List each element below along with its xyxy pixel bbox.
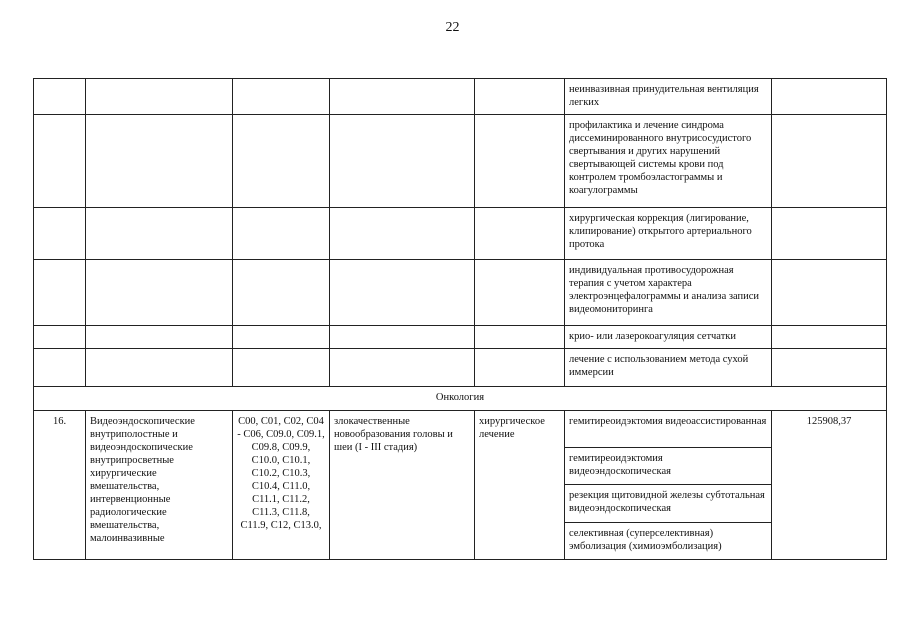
number-cell (34, 349, 86, 387)
icd-codes-cell (233, 79, 330, 115)
patient-model-cell (330, 260, 475, 326)
number-cell (34, 79, 86, 115)
method-cell: хирургическая коррекция (лигирование, клипирование) открытого артериального протока (565, 208, 772, 260)
treatment-type-cell (475, 115, 565, 208)
care-type-cell (86, 349, 233, 387)
table-row (34, 260, 887, 326)
patient-model-cell (330, 115, 475, 208)
cost-cell (772, 208, 887, 260)
icd-codes-cell (233, 326, 330, 349)
method-cell: профилактика и лечение синдрома диссеминированного внутрисосудистого свертывания и других нарушений свертывающей системы крови под контролем тромбоэластограммы и коагулограммы (565, 115, 772, 208)
cost-cell (772, 326, 887, 349)
method-cell: крио- или лазерокоагуляция сетчатки (565, 326, 772, 349)
method-cell: резекция щитовидной железы субтотальная видеоэндоскопическая (565, 485, 772, 523)
number-cell (34, 115, 86, 208)
table-row (34, 115, 887, 208)
table-row (34, 208, 887, 260)
care-type-cell: Видеоэндоскопические внутриполостные и видеоэндоскопические внутрипросветные хирургические вмешательства, интервенционные радиологические вмешательства, малоинвазивные (86, 411, 233, 560)
number-cell (34, 326, 86, 349)
care-type-cell (86, 79, 233, 115)
care-type-cell (86, 115, 233, 208)
cost-cell (772, 115, 887, 208)
method-cell: гемитиреоидэктомия видеоассистированная (565, 411, 772, 448)
treatment-type-cell: хирургическое лечение (475, 411, 565, 560)
table-row (34, 326, 887, 349)
patient-model-cell (330, 208, 475, 260)
section-row (34, 387, 887, 411)
patient-model-cell: злокачественные новообразования головы и шеи (I - III стадия) (330, 411, 475, 560)
care-type-cell (86, 208, 233, 260)
care-type-cell (86, 326, 233, 349)
method-cell: неинвазивная принудительная вентиляция легких (565, 79, 772, 115)
care-type-cell (86, 260, 233, 326)
treatment-type-cell (475, 260, 565, 326)
medical-care-table (33, 78, 887, 560)
treatment-type-cell (475, 208, 565, 260)
treatment-type-cell (475, 326, 565, 349)
cost-cell (772, 79, 887, 115)
icd-codes-cell (233, 349, 330, 387)
method-cell: гемитиреоидэктомия видеоэндоскопическая (565, 448, 772, 485)
patient-model-cell (330, 79, 475, 115)
table-row (34, 349, 887, 387)
icd-codes-cell (233, 208, 330, 260)
page-number: 22 (445, 20, 460, 35)
table-row (34, 411, 887, 448)
cost-cell (772, 260, 887, 326)
entry-number: 16. (34, 411, 86, 560)
cost-cell: 125908,37 (772, 411, 887, 560)
method-cell: лечение с использованием метода сухой иммерсии (565, 349, 772, 387)
icd-codes-cell (233, 260, 330, 326)
section-title: Онкология (34, 387, 887, 411)
icd-codes-cell (233, 115, 330, 208)
cost-cell (772, 349, 887, 387)
patient-model-cell (330, 349, 475, 387)
icd-codes-cell: C00, C01, C02, C04 - C06, C09.0, C09.1, C09.8, C09.9, C10.0, C10.1, C10.2, C10.3, C10.4, C11.0, C11.1, C11.2, C11.3, C11.8, C11.9, C12, C13.0, (233, 411, 330, 560)
treatment-type-cell (475, 349, 565, 387)
number-cell (34, 208, 86, 260)
patient-model-cell (330, 326, 475, 349)
number-cell (34, 260, 86, 326)
method-cell: селективная (суперселективная) эмболизация (химиоэмболизация) (565, 523, 772, 560)
treatment-type-cell (475, 79, 565, 115)
table-row (34, 79, 887, 115)
method-cell: индивидуальная противосудорожная терапия с учетом характера электроэнцефалограммы и анализа записи видеомониторинга (565, 260, 772, 326)
